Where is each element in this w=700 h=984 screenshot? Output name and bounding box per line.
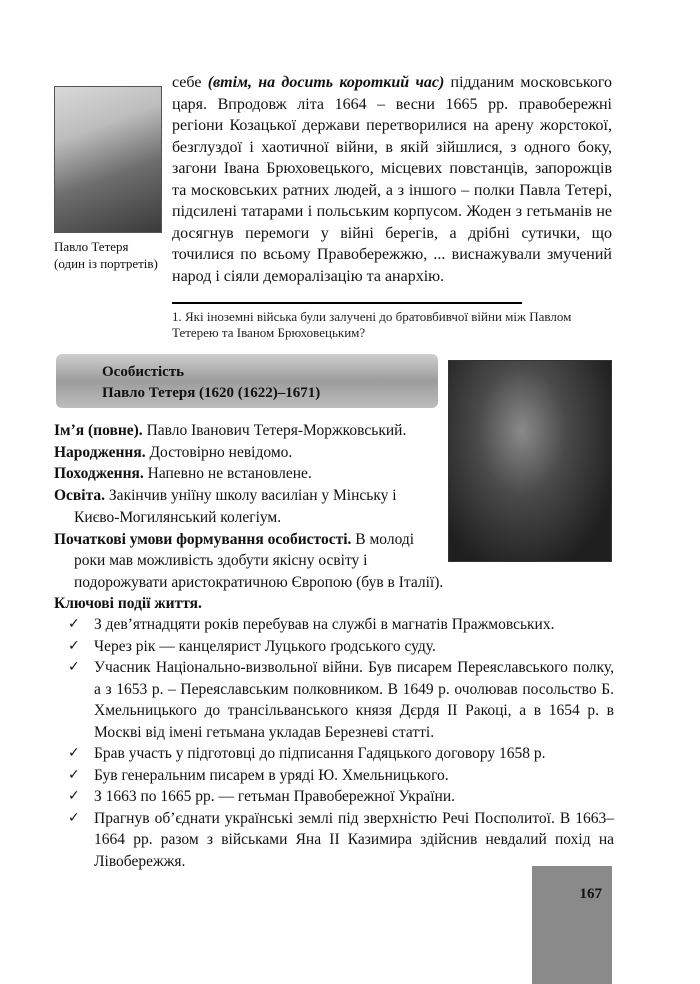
label: Народження.	[54, 444, 146, 461]
event-text: Прагнув об’єднати українські землі під зверхністю Речі Посполитої. В 1663–1664 рр. разом з військами Яна II Казимира здійснив невдалий похід на Лівобережжя.	[94, 809, 614, 870]
event-text: Був генеральним писарем в уряді Ю. Хмельницького.	[94, 766, 449, 784]
list-item	[68, 636, 614, 658]
list-item	[68, 808, 614, 873]
event-text: Через рік — канцелярист Луцького ґродського суду.	[94, 637, 436, 655]
checkmark-icon: ✓	[68, 766, 80, 783]
caption-line: (один із портретів)	[54, 256, 158, 271]
checkmark-icon: ✓	[68, 659, 80, 675]
checkmark-icon: ✓	[68, 745, 80, 761]
list-item	[68, 743, 614, 765]
portrait-caption	[54, 238, 174, 272]
divider	[172, 302, 522, 304]
intro-paragraph	[172, 72, 612, 287]
value: Павло Іванович Тетеря-Моржковський.	[142, 422, 407, 439]
info-birth	[54, 442, 444, 464]
value: Закінчив уніїну школу василіан у Мінську і	[105, 487, 397, 504]
caption-line: Павло Тетеря	[54, 239, 129, 254]
value: В молоді	[351, 531, 415, 548]
event-text: Учасник Національно-визвольної війни. Був писарем Переяславського полку, а з 1653 р. – Переяславським полковником. В 1649 р. очолював посольство Б. Хмельницького до трансільванського князя Дєрдя II Ракоці, а в 1654 р. в Москві від імені гетьмана укладав Березневі статті.	[94, 659, 614, 741]
intro-emphasis: (втім, на досить короткий час)	[207, 74, 445, 91]
events-heading	[54, 593, 614, 615]
page-number: 167	[579, 886, 602, 902]
label: Ім’я (повне).	[54, 422, 143, 439]
intro-text-rest: підданим московського царя. Впродовж літа 1664 – весни 1665 рр. правобережні регіони Козацької держави перетворилися на арену жорстокої, безглуздої і хаотичної війни, в якій зійшлися, з одного боку, загони Івана Брюховецького, місцевих повстанців, запорожців та московських ратних людей, а з іншого – полки Павла Тетері, підсилені татарами і польським корпусом. Жоден з гетьманів не досягнув перемоги у війні берегів, а дрібні сутички, що точилися по всьому Правобережжю, ... виснажували змучений народ і сіяли деморалізацію та анархію.	[172, 74, 612, 285]
intro-text: себе	[172, 74, 208, 91]
label: Походження.	[54, 465, 144, 482]
label: Ключові події життя.	[54, 595, 202, 612]
checkmark-icon: ✓	[68, 788, 80, 804]
portrait-engraving	[54, 86, 162, 233]
list-item	[68, 657, 614, 743]
event-text: З 1663 по 1665 рр. — гетьман Правобережної України.	[94, 788, 456, 805]
event-text: Брав участь у підготовці до підписання Гадяцького договору 1658 р.	[94, 745, 546, 762]
list-item	[68, 614, 614, 636]
info-origin	[54, 463, 444, 485]
list-item	[68, 786, 614, 808]
checkmark-icon: ✓	[68, 809, 80, 826]
banner-line: Особистість	[102, 364, 185, 380]
events-list	[68, 614, 614, 872]
list-item	[68, 765, 614, 787]
portrait-painting	[448, 360, 612, 562]
info-education-cont: Києво-Могилянський колегіум.	[74, 509, 282, 526]
info-conditions	[54, 529, 444, 551]
page-number-tab	[532, 866, 612, 984]
info-name	[54, 420, 444, 442]
banner-title	[102, 362, 422, 404]
banner-line: Павло Тетеря (1620 (1622)–1671)	[102, 385, 321, 401]
value: Напевно не встановлене.	[143, 465, 312, 482]
value: Достовірно невідомо.	[145, 444, 293, 461]
label: Освіта.	[54, 487, 106, 504]
label: Початкові умови формування особистості.	[54, 531, 352, 548]
info-conditions-cont: роки мав можливість здобути якісну освіту і	[74, 552, 368, 569]
checkmark-icon: ✓	[68, 637, 80, 654]
checkmark-icon: ✓	[68, 616, 80, 632]
question-text: 1. Які іноземні війська були залучені до братовбивчої війни між Павлом Тетерею та Іваном Брюховецьким?	[172, 309, 572, 340]
info-conditions-cont: подорожувати аристократичною Європою (був в Італії).	[74, 574, 444, 591]
info-education	[54, 485, 444, 507]
event-text: З дев’ятнадцяти років перебував на службі в магнатів Пражмовських.	[94, 616, 555, 633]
